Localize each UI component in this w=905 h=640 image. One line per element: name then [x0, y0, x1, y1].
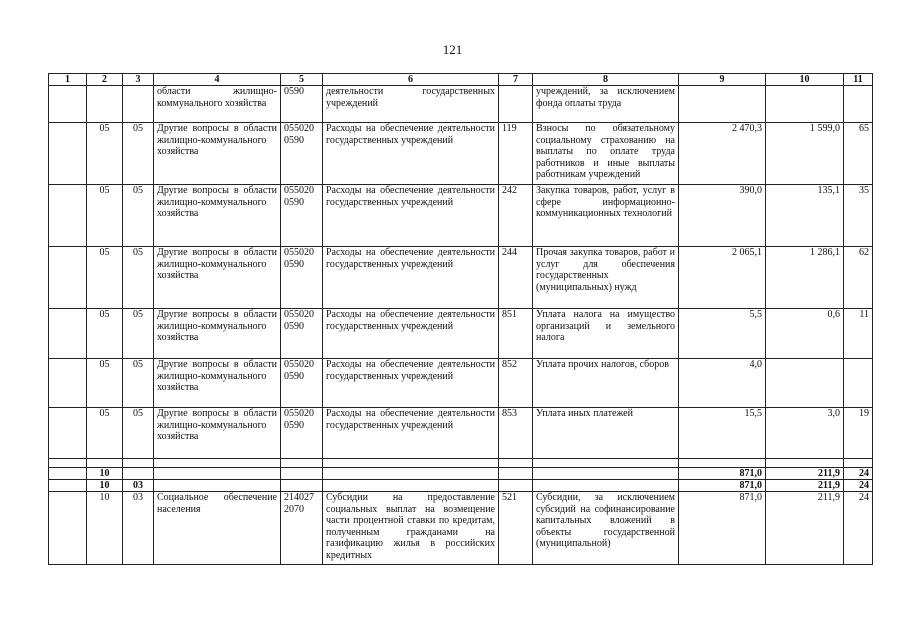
cell-percent: 24 — [844, 492, 873, 565]
header-cell: 2 — [87, 74, 123, 86]
empty-cell — [323, 480, 499, 492]
empty-cell — [533, 480, 679, 492]
cell-actual: 3,0 — [766, 408, 844, 459]
cell-actual: 1 286,1 — [766, 247, 844, 309]
cell-subsection: 03 — [123, 492, 154, 565]
cell-subsection: 05 — [123, 408, 154, 459]
subtotal-row — [49, 468, 873, 480]
header-cell: 1 — [49, 74, 87, 86]
cell-percent — [844, 86, 873, 123]
cell-percent: 35 — [844, 185, 873, 247]
cell-section-name: Другие вопросы в области жилищно-коммунального хозяйства — [154, 185, 281, 247]
table-row — [49, 185, 873, 247]
empty-cell — [281, 468, 323, 480]
empty-cell — [499, 468, 533, 480]
cell-percent: 11 — [844, 309, 873, 359]
cell-percent: 24 — [844, 468, 873, 480]
header-row — [49, 74, 873, 86]
cell-expense-type: 244 — [499, 247, 533, 309]
cell-section: 05 — [87, 408, 123, 459]
cell-plan: 871,0 — [679, 492, 766, 565]
cell-col1 — [49, 309, 87, 359]
cell-col1 — [49, 185, 87, 247]
cell-target-name: Расходы на обеспечение деятельности государственных учреждений — [323, 408, 499, 459]
empty-cell — [766, 459, 844, 468]
table-row — [49, 123, 873, 185]
empty-cell — [154, 459, 281, 468]
cell-col1 — [49, 408, 87, 459]
cell-expense-type: 853 — [499, 408, 533, 459]
cell-subsection: 05 — [123, 247, 154, 309]
cell-section-name: Другие вопросы в области жилищно-коммунального хозяйства — [154, 247, 281, 309]
cell-subsection: 05 — [123, 185, 154, 247]
cell-expense-type: 119 — [499, 123, 533, 185]
cell-target-name: Расходы на обеспечение деятельности государственных учреждений — [323, 309, 499, 359]
cell-expense-type: 851 — [499, 309, 533, 359]
cell-percent: 19 — [844, 408, 873, 459]
cell-target-code: 055020 0590 — [281, 247, 323, 309]
page-number: 121 — [442, 42, 463, 57]
cell-actual: 0,6 — [766, 309, 844, 359]
table-row — [49, 247, 873, 309]
cell-target-code: 055020 0590 — [281, 185, 323, 247]
empty-cell — [154, 468, 281, 480]
cell-expense-type: 242 — [499, 185, 533, 247]
cell-section-name: Другие вопросы в области жилищно-коммунального хозяйства — [154, 123, 281, 185]
cell-expense-name: Прочая закупка товаров, работ и услуг для обеспечения государственных (муниципальных) нужд — [533, 247, 679, 309]
cell-actual — [766, 86, 844, 123]
empty-cell — [533, 459, 679, 468]
cell-actual: 1 599,0 — [766, 123, 844, 185]
cell-target-name: Расходы на обеспечение деятельности государственных учреждений — [323, 123, 499, 185]
cell-section-name: Другие вопросы в области жилищно-коммунального хозяйства — [154, 309, 281, 359]
table-row — [49, 359, 873, 408]
subtotal-row — [49, 480, 873, 492]
header-cell: 5 — [281, 74, 323, 86]
empty-cell — [499, 480, 533, 492]
cell-section: 05 — [87, 247, 123, 309]
cell-section: 10 — [87, 480, 123, 492]
cell-expense-type: 852 — [499, 359, 533, 408]
cell-target-name: Расходы на обеспечение деятельности государственных учреждений — [323, 185, 499, 247]
cell-target-code: 0590 — [281, 86, 323, 123]
table-row — [49, 86, 873, 123]
header-cell: 7 — [499, 74, 533, 86]
cell-target-code: 055020 0590 — [281, 309, 323, 359]
cell-plan — [679, 86, 766, 123]
cell-section: 05 — [87, 185, 123, 247]
cell-section — [87, 86, 123, 123]
empty-cell — [49, 459, 87, 468]
empty-cell — [123, 459, 154, 468]
cell-col1 — [49, 86, 87, 123]
cell-actual: 211,9 — [766, 468, 844, 480]
cell-expense-name: Субсидии, за исключением субсидий на софинансирование капитальных вложений в объекты государственной (муниципальной) — [533, 492, 679, 565]
cell-plan: 871,0 — [679, 480, 766, 492]
empty-cell — [323, 459, 499, 468]
empty-cell — [679, 459, 766, 468]
table-row — [49, 492, 873, 565]
cell-actual — [766, 359, 844, 408]
table-row — [49, 408, 873, 459]
header-cell: 4 — [154, 74, 281, 86]
cell-expense-name: учреждений, за исключением фонда оплаты труда — [533, 86, 679, 123]
cell-section: 10 — [87, 468, 123, 480]
cell-target-name: деятельности государственных учреждений — [323, 86, 499, 123]
header-cell: 11 — [844, 74, 873, 86]
cell-expense-name: Взносы по обязательному социальному страхованию на выплаты по оплате труда работников и иные выплаты работникам учреждений — [533, 123, 679, 185]
cell-plan: 4,0 — [679, 359, 766, 408]
cell-plan: 871,0 — [679, 468, 766, 480]
header-cell: 3 — [123, 74, 154, 86]
cell-plan: 2 065,1 — [679, 247, 766, 309]
cell-section-name: области жилищно-коммунального хозяйства — [154, 86, 281, 123]
cell-subsection: 03 — [123, 480, 154, 492]
cell-target-code: 055020 0590 — [281, 123, 323, 185]
empty-cell — [844, 459, 873, 468]
cell-percent: 24 — [844, 480, 873, 492]
header-cell: 10 — [766, 74, 844, 86]
empty-cell — [87, 459, 123, 468]
empty-cell — [281, 480, 323, 492]
cell-section-name: Другие вопросы в области жилищно-коммунального хозяйства — [154, 359, 281, 408]
cell-subsection — [123, 468, 154, 480]
cell-subsection — [123, 86, 154, 123]
cell-subsection: 05 — [123, 123, 154, 185]
cell-section: 05 — [87, 359, 123, 408]
cell-expense-type — [499, 86, 533, 123]
empty-cell — [49, 480, 87, 492]
spacer-row — [49, 459, 873, 468]
header-cell: 6 — [323, 74, 499, 86]
cell-expense-name: Закупка товаров, работ, услуг в сфере информационно-коммуникационных технологий — [533, 185, 679, 247]
cell-actual: 135,1 — [766, 185, 844, 247]
cell-col1 — [49, 492, 87, 565]
cell-plan: 2 470,3 — [679, 123, 766, 185]
cell-target-name: Субсидии на предоставление социальных выплат на возмещение части процентной ставки по кредитам, полученным гражданами на газификацию жилья в российских кредитных — [323, 492, 499, 565]
cell-plan: 15,5 — [679, 408, 766, 459]
header-cell: 9 — [679, 74, 766, 86]
cell-actual: 211,9 — [766, 480, 844, 492]
cell-col1 — [49, 247, 87, 309]
empty-cell — [499, 459, 533, 468]
cell-section: 10 — [87, 492, 123, 565]
cell-target-name: Расходы на обеспечение деятельности государственных учреждений — [323, 247, 499, 309]
cell-subsection: 05 — [123, 309, 154, 359]
cell-plan: 390,0 — [679, 185, 766, 247]
cell-percent: 65 — [844, 123, 873, 185]
cell-target-code: 055020 0590 — [281, 359, 323, 408]
cell-subsection: 05 — [123, 359, 154, 408]
cell-plan: 5,5 — [679, 309, 766, 359]
empty-cell — [533, 468, 679, 480]
table-row — [49, 309, 873, 359]
cell-percent: 62 — [844, 247, 873, 309]
cell-actual: 211,9 — [766, 492, 844, 565]
cell-section: 05 — [87, 123, 123, 185]
empty-cell — [49, 468, 87, 480]
cell-target-name: Расходы на обеспечение деятельности государственных учреждений — [323, 359, 499, 408]
empty-cell — [281, 459, 323, 468]
budget-table — [48, 73, 873, 565]
cell-expense-name: Уплата прочих налогов, сборов — [533, 359, 679, 408]
cell-target-code: 055020 0590 — [281, 408, 323, 459]
cell-percent — [844, 359, 873, 408]
cell-expense-name: Уплата иных платежей — [533, 408, 679, 459]
cell-section-name: Другие вопросы в области жилищно-коммунального хозяйства — [154, 408, 281, 459]
cell-expense-name: Уплата налога на имущество организаций и земельного налога — [533, 309, 679, 359]
cell-col1 — [49, 359, 87, 408]
empty-cell — [323, 468, 499, 480]
cell-section: 05 — [87, 309, 123, 359]
empty-cell — [154, 480, 281, 492]
cell-col1 — [49, 123, 87, 185]
header-cell: 8 — [533, 74, 679, 86]
cell-target-code: 214027 2070 — [281, 492, 323, 565]
cell-section-name: Социальное обеспечение населения — [154, 492, 281, 565]
cell-expense-type: 521 — [499, 492, 533, 565]
